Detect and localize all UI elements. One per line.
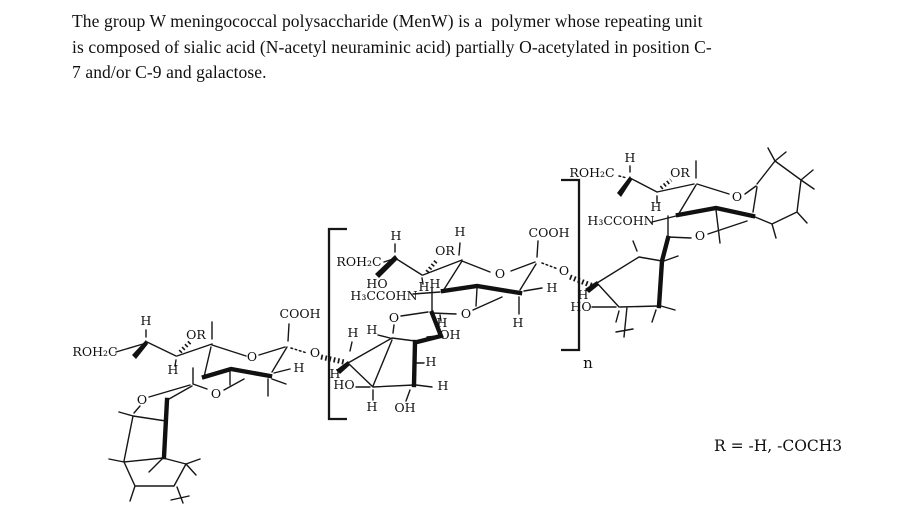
label-right-gal-h-anomeric: H [577, 287, 589, 302]
label-mid-h-below-c3: H [512, 315, 524, 330]
label-mid-glycosidic-o: O [558, 263, 570, 278]
label-right-bridge-o: O [694, 228, 706, 243]
label-mid-ring-o: O [494, 266, 506, 281]
repeat-subscript-n: n [583, 354, 593, 372]
label-left-h-c8: H [140, 313, 152, 328]
label-mid-h-right-c3: H [546, 280, 558, 295]
label-mid-cooh: COOH [528, 225, 570, 240]
label-mid-nacetyl: H₃CCOHN [350, 288, 418, 303]
label-mid-gal-h-bottom: H [366, 399, 378, 414]
label-mid-gal-h-mid: H [425, 354, 437, 369]
atom-labels [72, 150, 742, 415]
label-mid-gal-ho: HO [333, 377, 355, 392]
label-mid-h-c8: H [390, 228, 402, 243]
label-left-or: OR [186, 327, 206, 342]
label-mid-gal-h-anomeric: H [329, 366, 341, 381]
label-right-h-c7: H [650, 199, 662, 214]
paragraph-line-2: is composed of sialic acid (N-acetyl neuraminic acid) partially O-acetylated in position C- [72, 36, 712, 57]
label-mid-or: OR [435, 243, 455, 258]
label-mid-gal-h-2: H [366, 322, 378, 337]
label-left-h-c7: H [167, 362, 179, 377]
label-left-glycosidic-o: O [309, 345, 321, 360]
label-right-h-c8: H [624, 150, 636, 165]
r-group-definition: R = -H, -COCH3 [714, 437, 843, 455]
label-left-ring-o: O [246, 349, 258, 364]
paragraph-line-3: 7 and/or C-9 and galactose. [72, 62, 267, 82]
label-mid-bridge-o: O [460, 306, 472, 321]
label-mid-h-c5: H [429, 276, 441, 291]
paragraph-line-1: The group W meningococcal polysaccharide (MenW) is a polymer whose repeating unit [72, 11, 703, 31]
label-left-bridge-o-left: O [136, 392, 148, 407]
label-left-h-c3: H [293, 360, 305, 375]
label-left-c9: ROH₂C [72, 344, 118, 359]
label-right-c9: ROH₂C [569, 165, 615, 180]
label-right-ring-o: O [731, 189, 743, 204]
label-right-or: OR [670, 165, 690, 180]
label-mid-h-bridge: H [436, 315, 448, 330]
label-mid-ho-c8: HO [366, 276, 388, 291]
bond-lines [109, 148, 814, 503]
label-left-bridge-o-right: O [210, 386, 222, 401]
label-right-gal-ho: HO [570, 299, 592, 314]
label-mid-gal-ring-o: O [388, 310, 400, 325]
label-mid-gal-h-1: H [347, 325, 359, 340]
label-left-cooh: COOH [279, 306, 321, 321]
label-right-nacetyl: H₃CCOHN [587, 213, 655, 228]
label-mid-c9: ROH₂C [336, 254, 382, 269]
label-mid-gal-oh-right: OH [439, 327, 461, 342]
label-mid-gal-h-right: H [437, 378, 449, 393]
label-mid-gal-oh-bottom: OH [394, 400, 416, 415]
label-mid-h-c7: H [418, 279, 430, 294]
label-mid-h-c6: H [454, 224, 466, 239]
